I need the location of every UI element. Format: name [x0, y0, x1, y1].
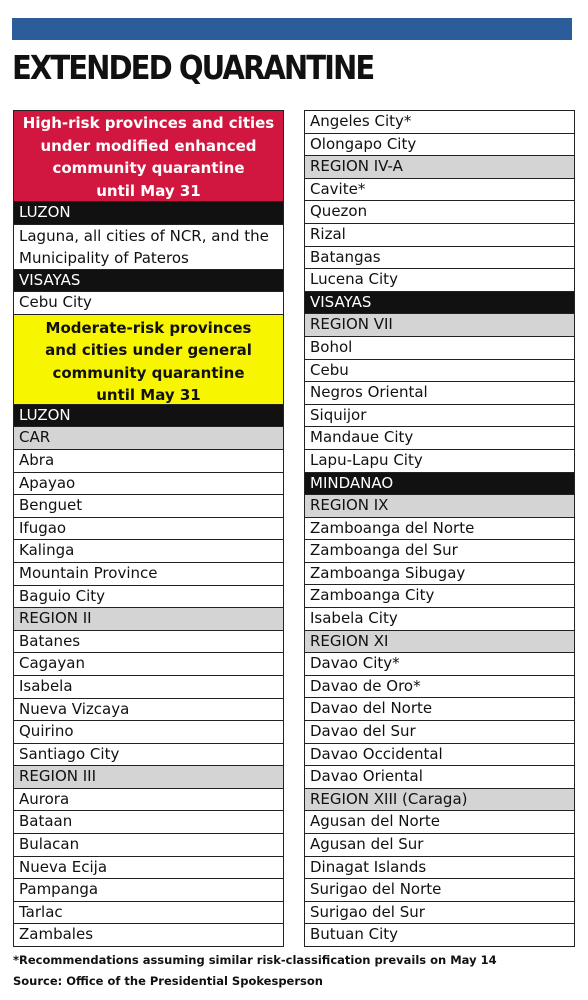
list-item: Mountain Province — [14, 562, 283, 585]
list-item: Davao City* — [305, 652, 574, 675]
list-item: Isabela — [14, 675, 283, 698]
list-item: Olongapo City — [305, 133, 574, 156]
high-risk-line: community quarantine — [52, 159, 245, 177]
high-risk-banner — [14, 111, 283, 201]
list-item: Apayao — [14, 472, 283, 495]
moderate-risk-banner — [14, 314, 283, 404]
list-item: Lucena City — [305, 268, 574, 291]
list-item: Zamboanga del Sur — [305, 539, 574, 562]
list-item: Zambales — [14, 923, 283, 946]
list-item: Santiago City — [14, 743, 283, 766]
moderate-risk-line: and cities under general — [45, 341, 252, 360]
list-item: Surigao del Sur — [305, 901, 574, 924]
list-item: Ifugao — [14, 517, 283, 540]
list-item: Agusan del Norte — [305, 810, 574, 833]
list-item: Lapu-Lapu City — [305, 449, 574, 472]
region-header-xi: REGION XI — [305, 630, 574, 653]
region-header-ix: REGION IX — [305, 494, 574, 517]
list-item: Aurora — [14, 788, 283, 811]
list-item: Abra — [14, 449, 283, 472]
region-header-car: CAR — [14, 426, 283, 449]
region-header-iv-a: REGION IV-A — [305, 155, 574, 178]
high-risk-line: under modified enhanced — [40, 136, 257, 155]
top-color-bar — [12, 18, 572, 40]
list-item: Rizal — [305, 223, 574, 246]
list-item: Agusan del Sur — [305, 833, 574, 856]
list-item: Davao Oriental — [305, 765, 574, 788]
high-risk-line: until May 31 — [96, 181, 201, 200]
list-item: Negros Oriental — [305, 381, 574, 404]
list-item: Nueva Vizcaya — [14, 698, 283, 721]
list-item: Zamboanga Sibugay — [305, 562, 574, 585]
list-item: Batangas — [305, 246, 574, 269]
visayas-header: VISAYAS — [14, 269, 283, 292]
list-item: Isabela City — [305, 607, 574, 630]
list-item: Surigao del Norte — [305, 878, 574, 901]
list-item: Pampanga — [14, 878, 283, 901]
list-item: Bohol — [305, 336, 574, 359]
list-item: Mandaue City — [305, 426, 574, 449]
list-item: Benguet — [14, 494, 283, 517]
region-header-ii: REGION II — [14, 607, 283, 630]
list-item: Zamboanga City — [305, 584, 574, 607]
list-item: Cavite* — [305, 178, 574, 201]
visayas-gcq-header: VISAYAS — [305, 291, 574, 314]
list-item: Siquijor — [305, 404, 574, 427]
source-credit: Source: Office of the Presidential Spokesperson — [13, 974, 323, 988]
luzon-mecq-entry: Laguna, all cities of NCR, and the Municipality of Pateros — [14, 224, 283, 269]
list-item: Quirino — [14, 720, 283, 743]
list-item: Cebu — [305, 359, 574, 382]
left-column — [13, 110, 284, 947]
list-item: Nueva Ecija — [14, 856, 283, 879]
right-column — [304, 110, 575, 947]
moderate-risk-line: Moderate-risk provinces — [45, 318, 252, 337]
list-item: Bataan — [14, 810, 283, 833]
luzon-gcq-header: LUZON — [14, 404, 283, 427]
region-header-iii: REGION III — [14, 765, 283, 788]
high-risk-line: High-risk provinces and cities — [22, 114, 275, 132]
list-item: Davao Occidental — [305, 743, 574, 766]
list-item: Davao del Sur — [305, 720, 574, 743]
list-item: Angeles City* — [310, 112, 412, 130]
list-item: Dinagat Islands — [305, 856, 574, 879]
list-item: Batanes — [14, 630, 283, 653]
list-item: Quezon — [305, 200, 574, 223]
mindanao-header: MINDANAO — [305, 472, 574, 495]
visayas-mecq-entry: Cebu City — [14, 291, 283, 314]
list-item: Baguio City — [14, 585, 283, 608]
page-title: EXTENDED QUARANTINE — [12, 48, 374, 87]
moderate-risk-line: until May 31 — [96, 386, 201, 405]
region-header-vii: REGION VII — [305, 313, 574, 336]
moderate-risk-line: community quarantine — [52, 363, 245, 382]
list-item: Cagayan — [14, 652, 283, 675]
list-item: Butuan City — [305, 923, 574, 946]
list-item: Davao de Oro* — [305, 675, 574, 698]
footnote: *Recommendations assuming similar risk-classification prevails on May 14 — [13, 953, 497, 967]
region-header-xiii: REGION XIII (Caraga) — [305, 788, 574, 811]
list-item: Davao del Norte — [305, 697, 574, 720]
list-item: Bulacan — [14, 833, 283, 856]
list-item: Tarlac — [14, 901, 283, 924]
list-item: Zamboanga del Norte — [305, 517, 574, 540]
list-item: Kalinga — [14, 539, 283, 562]
luzon-header: LUZON — [14, 201, 283, 224]
